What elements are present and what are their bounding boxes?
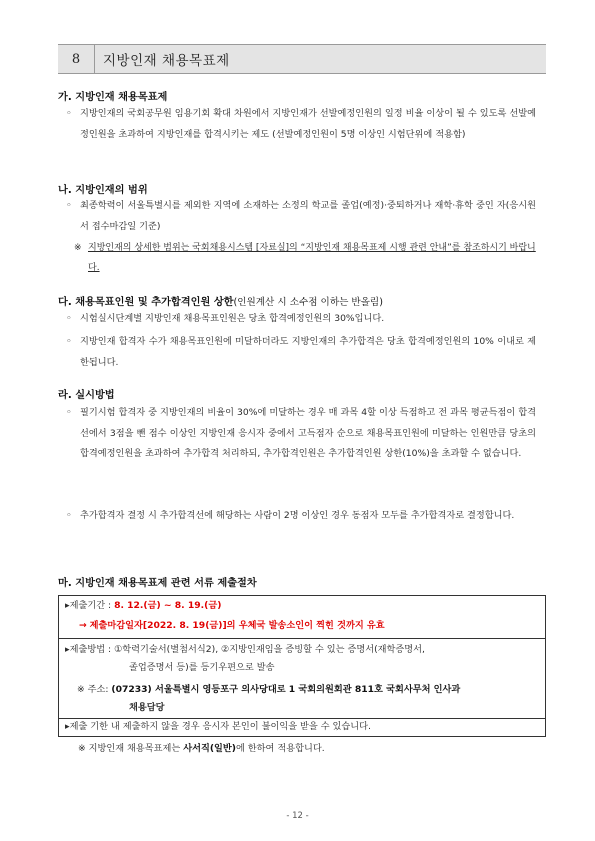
deadline-text: 제출마감일자[2022. 8. 19(금)]의 우체국 발송소인이 찍힌 것까지 유효 <box>89 620 385 631</box>
bullet: ◦ <box>66 108 72 119</box>
section-title-bar <box>58 44 546 74</box>
footnote-pre: ※ 지방인재 채용목표제는 <box>78 743 184 754</box>
deadline-row <box>79 617 385 635</box>
paragraph-d-2 <box>66 506 536 527</box>
paragraph-a-1 <box>66 104 536 145</box>
paragraph-text: 지방인재의 국회공무원 임용기회 확대 차원에서 지방인재가 선발예정인원의 일정 비율 이상이 될 수 있도록 선발예정인원을 초과하여 지방인재를 합격시키는 제도 (선발예정인원이 5명 이상인 시험단위에 적용함) <box>80 108 536 140</box>
address-line2: 채용담당 <box>129 702 165 713</box>
footnote-post: 에 한하여 적용합니다. <box>236 743 325 754</box>
section-number: 8 <box>58 45 95 73</box>
paragraph-b-1 <box>66 196 536 237</box>
method-label: ▸제출방법 : <box>65 644 112 655</box>
method-line1: ①학력기술서(별첨서식2), ②지방인재임을 증빙할 수 있는 증명서(재학증명서, <box>114 644 425 655</box>
section-title: 지방인재 채용목표제 <box>103 53 230 69</box>
period-row <box>65 597 221 615</box>
footnote-bold: 사서직(일반) <box>183 743 236 754</box>
paragraph-d-1 <box>66 403 536 465</box>
heading-a: 가. 지방인재 채용목표제 <box>58 92 168 103</box>
submission-box <box>58 595 546 737</box>
method-row <box>65 641 425 659</box>
bullet: ◦ <box>66 407 72 418</box>
heading-b: 나. 지방인재의 범위 <box>58 185 148 196</box>
bullet: ◦ <box>66 313 72 324</box>
footnote <box>78 740 325 754</box>
period-value: 8. 12.(금) ~ 8. 19.(금) <box>114 600 222 611</box>
address-label: ※ 주소: <box>77 684 109 695</box>
heading-c-text: 다. 채용목표인원 및 추가합격인원 상한 <box>58 297 234 308</box>
paragraph-text: 시험실시단계별 지방인재 채용목표인원은 당초 합격예정인원의 30%입니다. <box>80 313 385 324</box>
warning-row: ▸제출 기한 내 제출하지 않을 경우 응시자 본인이 불이익을 받을 수 있습니다. <box>65 721 371 732</box>
method-line2: 졸업증명서 등)를 등기우편으로 발송 <box>129 662 275 673</box>
paragraph-c-1 <box>66 309 536 330</box>
paragraph-text: 지방인재 합격자 수가 채용목표인원에 미달하더라도 지방인재의 추가합격은 당초 합격예정인원의 10% 이내로 제한됩니다. <box>80 336 536 368</box>
address-line1: (07233) 서울특별시 영등포구 의사당대로 1 국회의원회관 811호 국회사무처 인사과 <box>111 684 461 695</box>
note-text: 지방인재의 상세한 범위는 국회채용시스템 [자료실]의 “지방인재 채용목표제 시행 관련 안내”를 참조하시기 바랍니다. <box>88 243 536 273</box>
heading-c <box>58 293 383 308</box>
heading-e: 마. 지방인재 채용목표제 관련 서류 제출절차 <box>58 578 257 589</box>
page-number: - 12 - <box>286 811 309 821</box>
address-row <box>77 681 460 699</box>
bullet: ◦ <box>66 200 72 211</box>
paragraph-text: 추가합격자 결정 시 추가합격선에 해당하는 사람이 2명 이상인 경우 동점자 모두를 추가합격자로 결정합니다. <box>80 510 515 521</box>
paragraph-text: 필기시험 합격자 중 지방인재의 비율이 30%에 미달하는 경우 매 과목 4할 이상 득점하고 전 과목 평균득점이 합격선에서 3점을 뺀 점수 이상인 지방인재 응시자 중에서 고득점자 순으로 채용목표인원에 미달하는 인원만큼 당초의 합격예정인원을 초과하여 추가합격 처리하되, 추가합격인원은 추가합격인원 상한(10%)을 초과할 수 없습니다. <box>80 407 536 459</box>
period-label: ▸제출기간 : <box>65 600 112 611</box>
paragraph-c-2 <box>66 332 536 373</box>
note-mark: ※ <box>74 243 82 253</box>
heading-c-note: (인원계산 시 소수점 이하는 반올림) <box>233 297 383 308</box>
paragraph-text: 최종학력이 서울특별시를 제외한 지역에 소재하는 소정의 학교를 졸업(예정)·중퇴하거나 재학·휴학 중인 자(응시원서 접수마감일 기준) <box>80 200 536 232</box>
bullet: ◦ <box>66 510 72 521</box>
note-b <box>74 238 536 278</box>
box-divider <box>59 638 545 639</box>
bullet: ◦ <box>66 336 72 347</box>
deadline-arrow: → <box>79 620 87 631</box>
heading-d: 라. 실시방법 <box>58 390 115 401</box>
